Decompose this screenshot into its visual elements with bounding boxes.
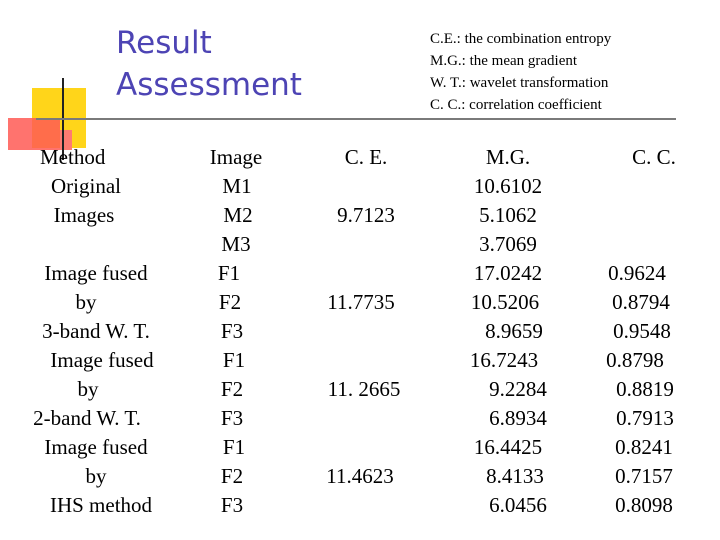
cell-method: by (85, 464, 107, 488)
title-line-2: Assessment (116, 67, 302, 103)
cell-mg: 10.5206 (470, 290, 540, 314)
cell-ce: 9.7123 (337, 203, 395, 227)
legend-item: C. C.: correlation coefficient (430, 97, 602, 113)
header-image: Image (209, 145, 263, 169)
cell-method: Images (53, 203, 115, 227)
cell-mg: 17.0242 (473, 261, 543, 285)
cell-ce: 11.7735 (327, 290, 395, 314)
cell-ce: 11.4623 (326, 464, 394, 488)
legend-item: C.E.: the combination entropy (430, 31, 612, 47)
cell-image: F2 (218, 290, 242, 314)
cell-method: Image fused (44, 261, 148, 285)
slide-title (116, 22, 302, 106)
decorative-horizontal-rule (36, 118, 676, 120)
cell-mg: 16.7243 (469, 348, 539, 372)
cell-method: Image fused (50, 348, 154, 372)
cell-cc: 0.7157 (615, 464, 673, 488)
legend-item: M.G.: the mean gradient (430, 53, 578, 69)
cell-cc: 0.8794 (612, 290, 670, 314)
cell-cc: 0.8241 (615, 435, 673, 459)
cell-image: M3 (221, 232, 251, 256)
header-cc: C. C. (632, 145, 676, 169)
cell-image: F1 (222, 435, 246, 459)
cell-method: by (77, 377, 99, 401)
cell-image: M1 (222, 174, 252, 198)
cell-mg: 16.4425 (473, 435, 543, 459)
cell-image: F3 (220, 493, 244, 517)
cell-cc: 0.9548 (613, 319, 671, 343)
cell-method: Original (51, 174, 121, 198)
cell-mg: 6.0456 (489, 493, 547, 517)
cell-mg: 9.2284 (489, 377, 547, 401)
cell-method: Image fused (44, 435, 148, 459)
cell-image: F3 (220, 319, 244, 343)
cell-mg: 8.9659 (485, 319, 543, 343)
cell-mg: 5.1062 (479, 203, 537, 227)
cell-cc: 0.9624 (608, 261, 666, 285)
cell-cc: 0.7913 (616, 406, 674, 430)
title-line-1: Result (116, 25, 212, 61)
abbreviation-legend (430, 28, 611, 116)
cell-mg: 8.4133 (486, 464, 544, 488)
cell-mg: 6.8934 (489, 406, 547, 430)
cell-cc: 0.8098 (615, 493, 673, 517)
cell-image: F2 (220, 377, 244, 401)
cell-image: F1 (222, 348, 246, 372)
cell-cc: 0.8798 (606, 348, 664, 372)
cell-cc: 0.8819 (616, 377, 674, 401)
cell-method: by (75, 290, 97, 314)
cell-method: 3-band W. T. (42, 319, 150, 343)
header-ce: C. E. (344, 145, 388, 169)
cell-image: M2 (223, 203, 253, 227)
header-mg: M.G. (485, 145, 531, 169)
cell-mg: 10.6102 (473, 174, 543, 198)
cell-image: F2 (220, 464, 244, 488)
cell-ce: 11. 2665 (327, 377, 401, 401)
cell-mg: 3.7069 (479, 232, 537, 256)
cell-method: 2-band W. T. (33, 406, 141, 430)
cell-image: F1 (217, 261, 241, 285)
legend-item: W. T.: wavelet transformation (430, 75, 609, 91)
cell-image: F3 (220, 406, 244, 430)
header-method: Method (40, 145, 106, 169)
cell-method: IHS method (49, 493, 153, 517)
